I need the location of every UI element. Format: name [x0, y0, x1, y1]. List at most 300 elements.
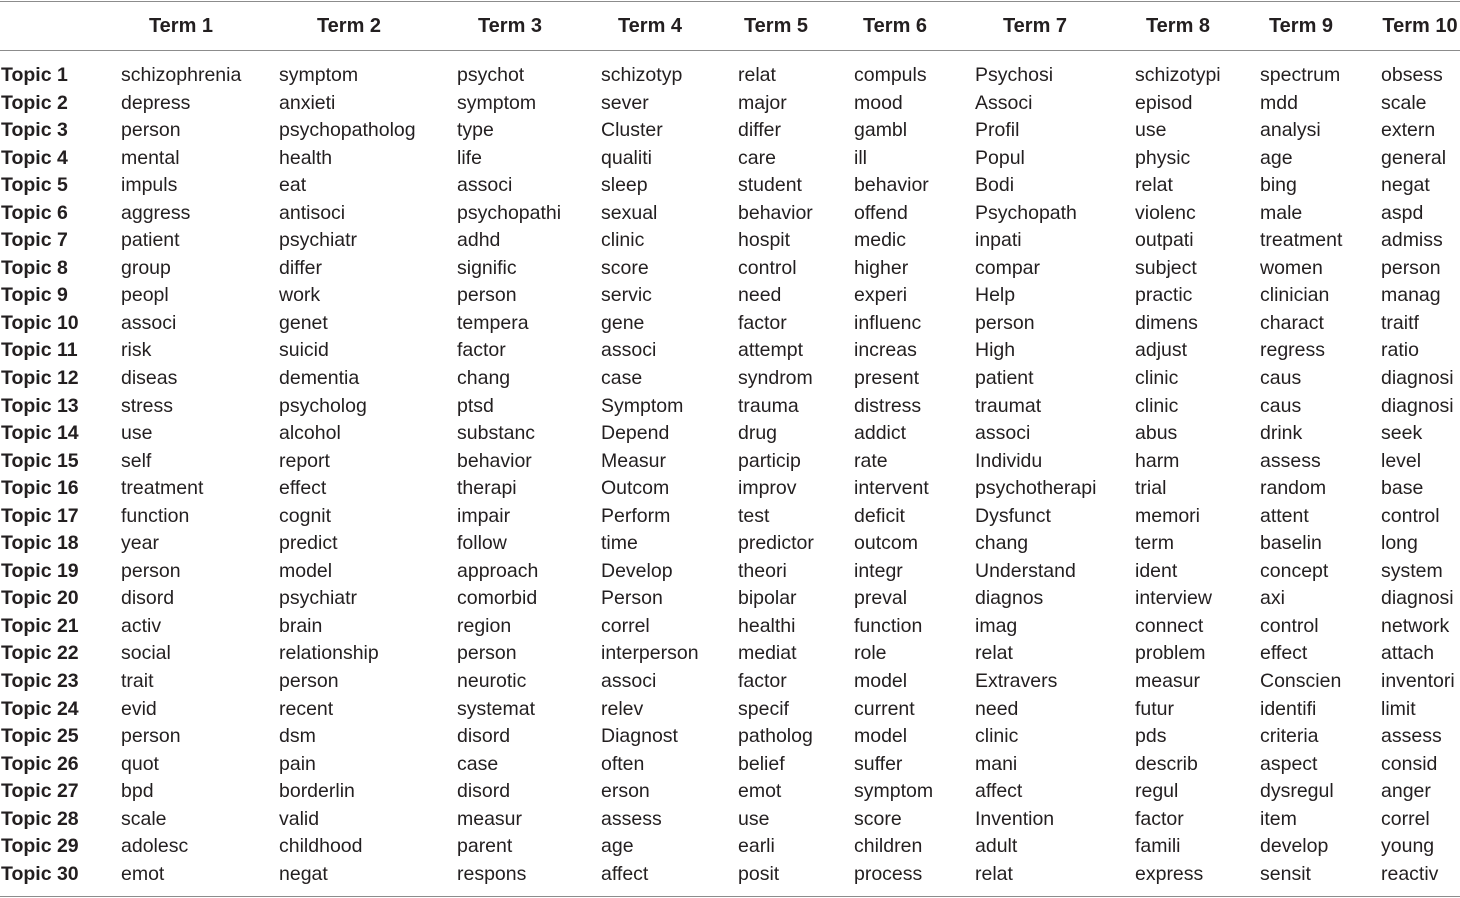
term-cell: young	[1381, 835, 1435, 858]
term-cell: role	[854, 642, 887, 665]
term-cell: behavior	[457, 449, 532, 472]
term-cell: adolesc	[121, 835, 189, 858]
term-cell: peopl	[121, 284, 169, 307]
term-cell: Understand	[975, 559, 1076, 582]
term-cell: Bodi	[975, 174, 1015, 197]
term-cell: Develop	[601, 559, 673, 582]
term-cell: systemat	[457, 697, 536, 720]
term-cell: Dysfunct	[975, 504, 1051, 527]
term-cell: outcom	[854, 532, 918, 555]
term-cell: health	[279, 146, 333, 169]
term-cell: limit	[1381, 697, 1416, 720]
term-cell: behavior	[854, 174, 929, 197]
term-cell: person	[121, 725, 181, 748]
term-cell: deficit	[854, 504, 905, 527]
term-cell: behavior	[738, 201, 813, 224]
term-cell: influenc	[854, 311, 922, 334]
term-cell: hospit	[738, 229, 791, 252]
term-cell: Perform	[601, 504, 671, 527]
term-cell: substanc	[457, 422, 536, 445]
table-row	[0, 585, 1460, 613]
term-cell: network	[1381, 614, 1450, 637]
term-cell: valid	[279, 807, 320, 830]
term-cell: schizophrenia	[121, 64, 242, 86]
term-cell: posit	[738, 862, 780, 885]
term-cell: person	[975, 311, 1035, 334]
term-cell: criteria	[1260, 725, 1319, 748]
term-cell: diagnosi	[1381, 367, 1454, 390]
term-cell: region	[457, 614, 512, 637]
term-cell: risk	[121, 339, 152, 362]
term-cell: regul	[1135, 780, 1179, 803]
term-cell: qualiti	[601, 146, 652, 169]
term-cell: respons	[457, 862, 527, 885]
term-cell: compuls	[854, 64, 927, 86]
row-label-topic: Topic 22	[1, 642, 79, 665]
row-label-topic: Topic 3	[1, 119, 68, 142]
term-cell: mani	[975, 752, 1018, 775]
table-header-row	[0, 12, 1460, 40]
term-cell: general	[1381, 146, 1447, 169]
term-cell: traitf	[1381, 311, 1419, 334]
term-cell: Measur	[601, 449, 667, 472]
term-cell: factor	[738, 670, 787, 693]
row-label-topic: Topic 25	[1, 725, 79, 748]
term-cell: emot	[121, 862, 165, 885]
term-cell: patient	[121, 229, 180, 252]
term-cell: time	[601, 532, 638, 555]
term-cell: psychot	[457, 64, 525, 86]
table-body	[0, 62, 1460, 888]
term-cell: clinic	[601, 229, 645, 252]
term-cell: attent	[1260, 504, 1309, 527]
term-cell: obsess	[1381, 64, 1443, 86]
term-cell: base	[1381, 477, 1424, 500]
term-cell: Symptom	[601, 394, 684, 417]
term-cell: level	[1381, 449, 1422, 472]
term-cell: caus	[1260, 394, 1302, 417]
term-cell: major	[738, 91, 787, 114]
term-cell: manag	[1381, 284, 1441, 307]
term-cell: outpati	[1135, 229, 1194, 252]
term-cell: healthi	[738, 614, 796, 637]
table-row	[0, 778, 1460, 806]
term-cell: Extravers	[975, 670, 1058, 693]
table-row	[0, 282, 1460, 310]
term-cell: adult	[975, 835, 1018, 858]
term-cell: Popul	[975, 146, 1025, 169]
table-row	[0, 90, 1460, 118]
term-cell: childhood	[279, 835, 363, 858]
term-cell: factor	[457, 339, 506, 362]
term-cell: charact	[1260, 311, 1324, 334]
term-cell: function	[854, 614, 923, 637]
term-cell: relat	[975, 642, 1013, 665]
table-row	[0, 668, 1460, 696]
term-cell: tempera	[457, 311, 529, 334]
term-cell: disord	[457, 725, 511, 748]
row-label-topic: Topic 9	[1, 284, 68, 307]
term-cell: seek	[1381, 422, 1423, 445]
term-cell: student	[738, 174, 802, 197]
term-cell: random	[1260, 477, 1327, 500]
table-row	[0, 337, 1460, 365]
term-cell: correl	[601, 614, 650, 637]
row-label-topic: Topic 11	[1, 339, 78, 362]
term-cell: psychopatholog	[279, 119, 416, 142]
term-cell: particip	[738, 449, 801, 472]
term-cell: regress	[1260, 339, 1326, 362]
term-cell: case	[457, 752, 499, 775]
term-cell: model	[854, 670, 908, 693]
term-cell: assess	[1260, 449, 1321, 472]
term-cell: approach	[457, 559, 539, 582]
row-label-topic: Topic 16	[1, 477, 79, 500]
term-cell: addict	[854, 422, 907, 445]
table-row	[0, 420, 1460, 448]
term-cell: term	[1135, 532, 1174, 555]
table-row	[0, 861, 1460, 889]
term-cell: interperson	[601, 642, 699, 665]
row-label-topic: Topic 1	[1, 64, 68, 86]
term-cell: trait	[121, 670, 154, 693]
column-header-term-6: Term 6	[862, 15, 928, 37]
term-cell: eat	[279, 174, 307, 197]
column-header-term-10: Term 10	[1382, 15, 1458, 37]
term-cell: symptom	[279, 64, 359, 86]
term-cell: women	[1260, 256, 1323, 279]
term-cell: develop	[1260, 835, 1329, 858]
term-cell: attempt	[738, 339, 804, 362]
term-cell: earli	[738, 835, 775, 858]
term-cell: episod	[1135, 91, 1193, 114]
table-row	[0, 751, 1460, 779]
term-cell: item	[1260, 807, 1297, 830]
table-row	[0, 365, 1460, 393]
row-label-topic: Topic 7	[1, 229, 68, 252]
term-cell: activ	[121, 614, 162, 637]
table-row	[0, 393, 1460, 421]
term-cell: pds	[1135, 725, 1167, 748]
term-cell: theori	[738, 559, 787, 582]
term-cell: aggress	[121, 201, 191, 224]
term-cell: patholog	[738, 725, 813, 748]
term-cell: male	[1260, 201, 1303, 224]
term-cell: effect	[1260, 642, 1308, 665]
term-cell: Psychopath	[975, 201, 1077, 224]
term-cell: scale	[121, 807, 167, 830]
term-cell: dysregul	[1260, 780, 1334, 803]
term-cell: mediat	[738, 642, 797, 665]
term-cell: inpati	[975, 229, 1022, 252]
term-cell: ratio	[1381, 339, 1419, 362]
header-divider-rule	[0, 50, 1460, 51]
table-row	[0, 117, 1460, 145]
term-cell: depress	[121, 91, 191, 114]
term-cell: impair	[457, 504, 511, 527]
term-cell: pain	[279, 752, 316, 775]
table-row	[0, 448, 1460, 476]
term-cell: cognit	[279, 504, 332, 527]
term-cell: antisoci	[279, 201, 346, 224]
term-cell: integr	[854, 559, 903, 582]
term-cell: scale	[1381, 91, 1427, 114]
row-label-topic: Topic 26	[1, 752, 79, 775]
term-cell: use	[738, 807, 770, 830]
term-cell: stress	[121, 394, 174, 417]
term-cell: person	[121, 559, 181, 582]
term-cell: current	[854, 697, 915, 720]
term-cell: extern	[1381, 119, 1436, 142]
term-cell: use	[121, 422, 153, 445]
term-cell: psychiatr	[279, 229, 358, 252]
term-cell: baselin	[1260, 532, 1322, 555]
term-cell: control	[1381, 504, 1440, 527]
term-cell: higher	[854, 256, 909, 279]
term-cell: adjust	[1135, 339, 1188, 362]
term-cell: age	[1260, 146, 1293, 169]
term-cell: test	[738, 504, 770, 527]
term-cell: increas	[854, 339, 917, 362]
row-label-topic: Topic 4	[1, 146, 68, 169]
term-cell: comorbid	[457, 587, 538, 610]
term-cell: diagnosi	[1381, 587, 1454, 610]
term-cell: schizotypi	[1135, 64, 1221, 86]
term-cell: parent	[457, 835, 513, 858]
term-cell: disord	[121, 587, 175, 610]
term-cell: long	[1381, 532, 1418, 555]
term-cell: patient	[975, 367, 1034, 390]
table-bottom-rule	[0, 896, 1460, 897]
term-cell: effect	[279, 477, 327, 500]
term-cell: High	[975, 339, 1016, 362]
term-cell: group	[121, 256, 171, 279]
term-cell: attach	[1381, 642, 1435, 665]
row-label-topic: Topic 6	[1, 201, 68, 224]
row-label-topic: Topic 29	[1, 835, 79, 858]
term-cell: relev	[601, 697, 644, 720]
term-cell: diagnos	[975, 587, 1044, 610]
term-cell: relat	[738, 64, 776, 86]
table-top-rule	[0, 1, 1460, 2]
term-cell: trial	[1135, 477, 1167, 500]
term-cell: chang	[975, 532, 1029, 555]
term-cell: psycholog	[279, 394, 367, 417]
term-cell: person	[457, 284, 517, 307]
term-cell: clinician	[1260, 284, 1330, 307]
term-cell: chang	[457, 367, 511, 390]
column-header-term-9: Term 9	[1268, 15, 1334, 37]
row-label-topic: Topic 12	[1, 367, 79, 390]
row-label-topic: Topic 20	[1, 587, 79, 610]
term-cell: bing	[1260, 174, 1297, 197]
term-cell: quot	[121, 752, 159, 775]
term-cell: experi	[854, 284, 908, 307]
row-label-topic: Topic 15	[1, 449, 79, 472]
term-cell: drug	[738, 422, 778, 445]
term-cell: inventori	[1381, 670, 1455, 693]
column-header-term-4: Term 4	[617, 15, 683, 37]
term-cell: consid	[1381, 752, 1438, 775]
term-cell: relat	[975, 862, 1013, 885]
column-header-term-1: Term 1	[148, 15, 214, 37]
term-cell: ident	[1135, 559, 1178, 582]
term-cell: assess	[601, 807, 662, 830]
term-cell: mdd	[1260, 91, 1298, 114]
term-cell: care	[738, 146, 776, 169]
term-cell: gambl	[854, 119, 908, 142]
term-cell: measur	[457, 807, 523, 830]
table-row	[0, 227, 1460, 255]
term-cell: intervent	[854, 477, 929, 500]
table-row	[0, 62, 1460, 90]
term-cell: anxieti	[279, 91, 336, 114]
term-cell: relationship	[279, 642, 379, 665]
row-label-topic: Topic 8	[1, 256, 68, 279]
term-cell: Person	[601, 587, 663, 610]
term-cell: syndrom	[738, 367, 813, 390]
term-cell: describ	[1135, 752, 1198, 775]
term-cell: disord	[457, 780, 511, 803]
term-cell: symptom	[854, 780, 934, 803]
column-header-term-3: Term 3	[477, 15, 543, 37]
term-cell: sexual	[601, 201, 658, 224]
row-label-topic: Topic 30	[1, 862, 79, 885]
column-header-term-2: Term 2	[316, 15, 382, 37]
term-cell: Outcom	[601, 477, 670, 500]
term-cell: measur	[1135, 670, 1201, 693]
term-cell: Individu	[975, 449, 1043, 472]
term-cell: Profil	[975, 119, 1020, 142]
term-cell: specif	[738, 697, 789, 720]
row-label-topic: Topic 24	[1, 697, 79, 720]
term-cell: express	[1135, 862, 1204, 885]
row-label-topic: Topic 17	[1, 504, 79, 527]
row-label-topic: Topic 21	[1, 614, 79, 637]
term-cell: suffer	[854, 752, 903, 775]
row-label-topic: Topic 14	[1, 422, 79, 445]
term-cell: neurotic	[457, 670, 527, 693]
term-cell: admiss	[1381, 229, 1443, 252]
table-row	[0, 310, 1460, 338]
term-cell: control	[738, 256, 797, 279]
term-cell: therapi	[457, 477, 517, 500]
term-cell: alcohol	[279, 422, 341, 445]
term-cell: schizotyp	[601, 64, 683, 86]
term-cell: predict	[279, 532, 338, 555]
term-cell: life	[457, 146, 482, 169]
table-row	[0, 696, 1460, 724]
term-cell: traumat	[975, 394, 1042, 417]
term-cell: clinic	[975, 725, 1019, 748]
term-cell: dementia	[279, 367, 360, 390]
term-cell: Cluster	[601, 119, 663, 142]
table-row	[0, 806, 1460, 834]
term-cell: factor	[738, 311, 787, 334]
term-cell: borderlin	[279, 780, 355, 803]
term-cell: spectrum	[1260, 64, 1341, 86]
term-cell: children	[854, 835, 923, 858]
term-cell: control	[1260, 614, 1319, 637]
table-row	[0, 475, 1460, 503]
term-cell: rate	[854, 449, 888, 472]
term-cell: practic	[1135, 284, 1193, 307]
term-cell: negat	[1381, 174, 1430, 197]
term-cell: identifi	[1260, 697, 1317, 720]
term-cell: ill	[854, 146, 867, 169]
term-cell: associ	[601, 670, 657, 693]
term-cell: use	[1135, 119, 1167, 142]
term-cell: function	[121, 504, 190, 527]
term-cell: report	[279, 449, 330, 472]
term-cell: process	[854, 862, 923, 885]
term-cell: sleep	[601, 174, 648, 197]
term-cell: score	[601, 256, 649, 279]
term-cell: ptsd	[457, 394, 494, 417]
term-cell: sensit	[1260, 862, 1311, 885]
term-cell: axi	[1260, 587, 1285, 610]
term-cell: analysi	[1260, 119, 1321, 142]
term-cell: sever	[601, 91, 649, 114]
term-cell: associ	[457, 174, 513, 197]
term-cell: person	[279, 670, 339, 693]
row-label-topic: Topic 18	[1, 532, 79, 555]
term-cell: harm	[1135, 449, 1180, 472]
row-label-topic: Topic 19	[1, 559, 79, 582]
term-cell: mental	[121, 146, 180, 169]
term-cell: relat	[1135, 174, 1173, 197]
table-row	[0, 503, 1460, 531]
term-cell: drink	[1260, 422, 1303, 445]
term-cell: self	[121, 449, 152, 472]
term-cell: score	[854, 807, 902, 830]
term-cell: belief	[738, 752, 785, 775]
term-cell: negat	[279, 862, 328, 885]
term-cell: differ	[279, 256, 322, 279]
term-cell: Conscien	[1260, 670, 1342, 693]
table-row	[0, 723, 1460, 751]
term-cell: gene	[601, 311, 645, 334]
term-cell: anger	[1381, 780, 1431, 803]
term-cell: system	[1381, 559, 1443, 582]
table-row	[0, 558, 1460, 586]
term-cell: Diagnost	[601, 725, 678, 748]
term-cell: case	[601, 367, 643, 390]
term-cell: follow	[457, 532, 507, 555]
term-cell: Invention	[975, 807, 1055, 830]
term-cell: affect	[975, 780, 1023, 803]
term-cell: need	[738, 284, 782, 307]
column-header-term-5: Term 5	[743, 15, 809, 37]
term-cell: preval	[854, 587, 908, 610]
column-header-term-8: Term 8	[1145, 15, 1211, 37]
term-cell: social	[121, 642, 171, 665]
term-cell: suicid	[279, 339, 329, 362]
term-cell: problem	[1135, 642, 1206, 665]
term-cell: erson	[601, 780, 650, 803]
term-cell: aspd	[1381, 201, 1424, 224]
term-cell: famili	[1135, 835, 1181, 858]
term-cell: predictor	[738, 532, 814, 555]
term-cell: distress	[854, 394, 922, 417]
term-cell: dimens	[1135, 311, 1198, 334]
table-row	[0, 200, 1460, 228]
term-cell: imag	[975, 614, 1018, 637]
row-label-topic: Topic 27	[1, 780, 79, 803]
term-cell: subject	[1135, 256, 1197, 279]
term-cell: recent	[279, 697, 334, 720]
term-cell: medic	[854, 229, 907, 252]
